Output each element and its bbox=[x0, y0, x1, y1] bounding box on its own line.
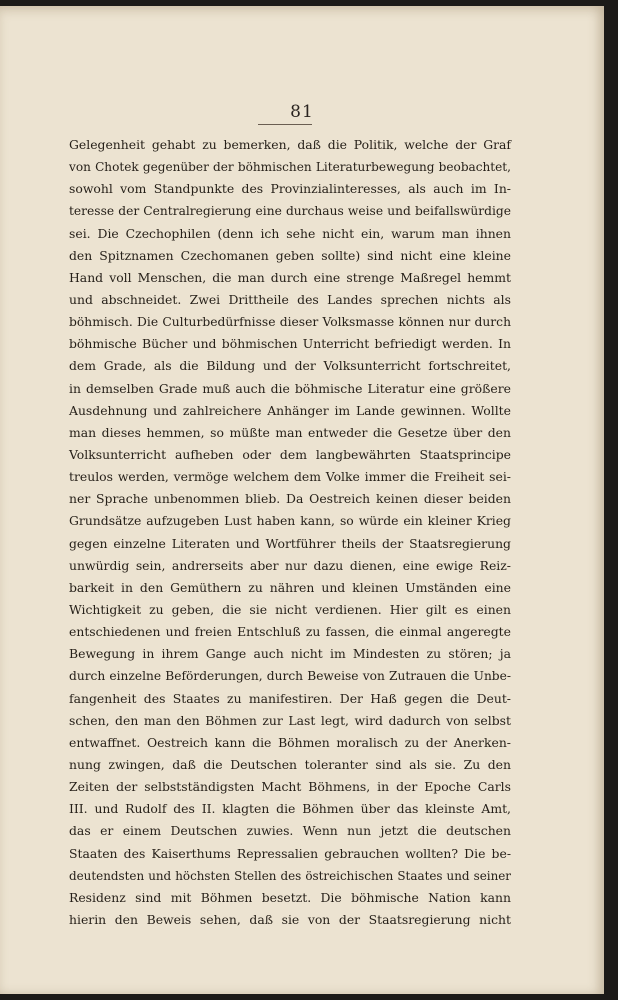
body-text bbox=[69, 134, 511, 931]
text-line: nung zwingen, daß die Deutschen toleranter sind als sie. Zu den bbox=[69, 756, 511, 772]
text-line: III. und Rudolf des II. klagten die Böhmen über das kleinste Amt, bbox=[69, 801, 511, 817]
text-line: Zeiten der selbstständigsten Macht Böhmens, in der Epoche Carls bbox=[69, 779, 511, 795]
text-line: Wichtigkeit zu geben, die sie nicht verdienen. Hier gilt es einen bbox=[69, 601, 511, 617]
text-line: Ausdehnung und zahlreichere Anhänger im Lande gewinnen. Wollte bbox=[69, 402, 511, 418]
book-page bbox=[0, 6, 604, 994]
text-line: das er einem Deutschen zuwies. Wenn nun jetzt die deutschen bbox=[69, 823, 511, 839]
text-line: den Spitznamen Czechomanen geben sollte) sind nicht eine kleine bbox=[69, 247, 511, 263]
text-line: Bewegung in ihrem Gange auch nicht im Mindesten zu stören; ja bbox=[69, 646, 511, 662]
text-line: treulos werden, vermöge welchem dem Volke immer die Freiheit sei- bbox=[69, 469, 511, 485]
text-line: Volksunterricht aufheben oder dem langbewährten Staatsprincipe bbox=[69, 446, 511, 462]
text-line: Residenz sind mit Böhmen besetzt. Die böhmische Nation kann bbox=[69, 889, 511, 905]
text-line: barkeit in den Gemüthern zu nähren und kleinen Umständen eine bbox=[69, 579, 511, 595]
text-line: schen, den man den Böhmen zur Last legt, wird dadurch von selbst bbox=[69, 712, 511, 728]
text-line: Gelegenheit gehabt zu bemerken, daß die Politik, welche der Graf bbox=[69, 137, 511, 152]
text-line: gegen einzelne Literaten und Wortführer theils der Staatsregierung bbox=[69, 535, 511, 551]
text-line: sowohl vom Standpunkte des Provinzialinteresses, als auch im In- bbox=[69, 181, 511, 197]
text-line: und abschneidet. Zwei Drittheile des Landes sprechen nichts als bbox=[69, 291, 511, 307]
text-line: Grundsätze aufzugeben Lust haben kann, so würde ein kleiner Krieg bbox=[69, 513, 511, 529]
text-line: teresse der Centralregierung eine durchaus weise und beifallswürdige bbox=[69, 204, 511, 219]
text-line: böhmische Bücher und böhmischen Unterricht befriedigt werden. In bbox=[69, 336, 511, 352]
page-number: 81 bbox=[290, 102, 314, 122]
text-line: entwaffnet. Oestreich kann die Böhmen moralisch zu der Anerken- bbox=[69, 734, 511, 750]
text-line: sei. Die Czechophilen (denn ich sehe nicht ein, warum man ihnen bbox=[69, 225, 511, 241]
text-line: ner Sprache unbenommen blieb. Da Oestreich keinen dieser beiden bbox=[69, 491, 511, 507]
text-line: unwürdig sein, andrerseits aber nur dazu dienen, eine ewige Reiz- bbox=[69, 557, 511, 573]
page-number-rule bbox=[258, 124, 312, 125]
text-line: durch einzelne Beförderungen, durch Beweise von Zutrauen die Unbe- bbox=[69, 669, 511, 684]
text-line: deutendsten und höchsten Stellen des östreichischen Staates und seiner bbox=[69, 868, 511, 883]
text-line: dem Grade, als die Bildung und der Volksunterricht fortschreitet, bbox=[69, 358, 511, 374]
text-line: hierin den Beweis sehen, daß sie von der Staatsregierung nicht bbox=[69, 911, 511, 927]
text-line: von Chotek gegenüber der böhmischen Literaturbewegung beobachtet, bbox=[69, 160, 511, 175]
text-line: böhmisch. Die Culturbedürfnisse dieser Volksmasse können nur durch bbox=[69, 315, 511, 330]
text-line: Staaten des Kaiserthums Repressalien gebrauchen wollten? Die be- bbox=[69, 845, 511, 861]
text-line: entschiedenen und freien Entschluß zu fassen, die einmal angeregte bbox=[69, 624, 511, 640]
text-line: Hand voll Menschen, die man durch eine strenge Maßregel hemmt bbox=[69, 269, 511, 285]
text-line: in demselben Grade muß auch die böhmische Literatur eine größere bbox=[69, 380, 511, 396]
text-line: fangenheit des Staates zu manifestiren. Der Haß gegen die Deut- bbox=[69, 690, 511, 706]
text-line: man dieses hemmen, so müßte man entweder die Gesetze über den bbox=[69, 424, 511, 440]
